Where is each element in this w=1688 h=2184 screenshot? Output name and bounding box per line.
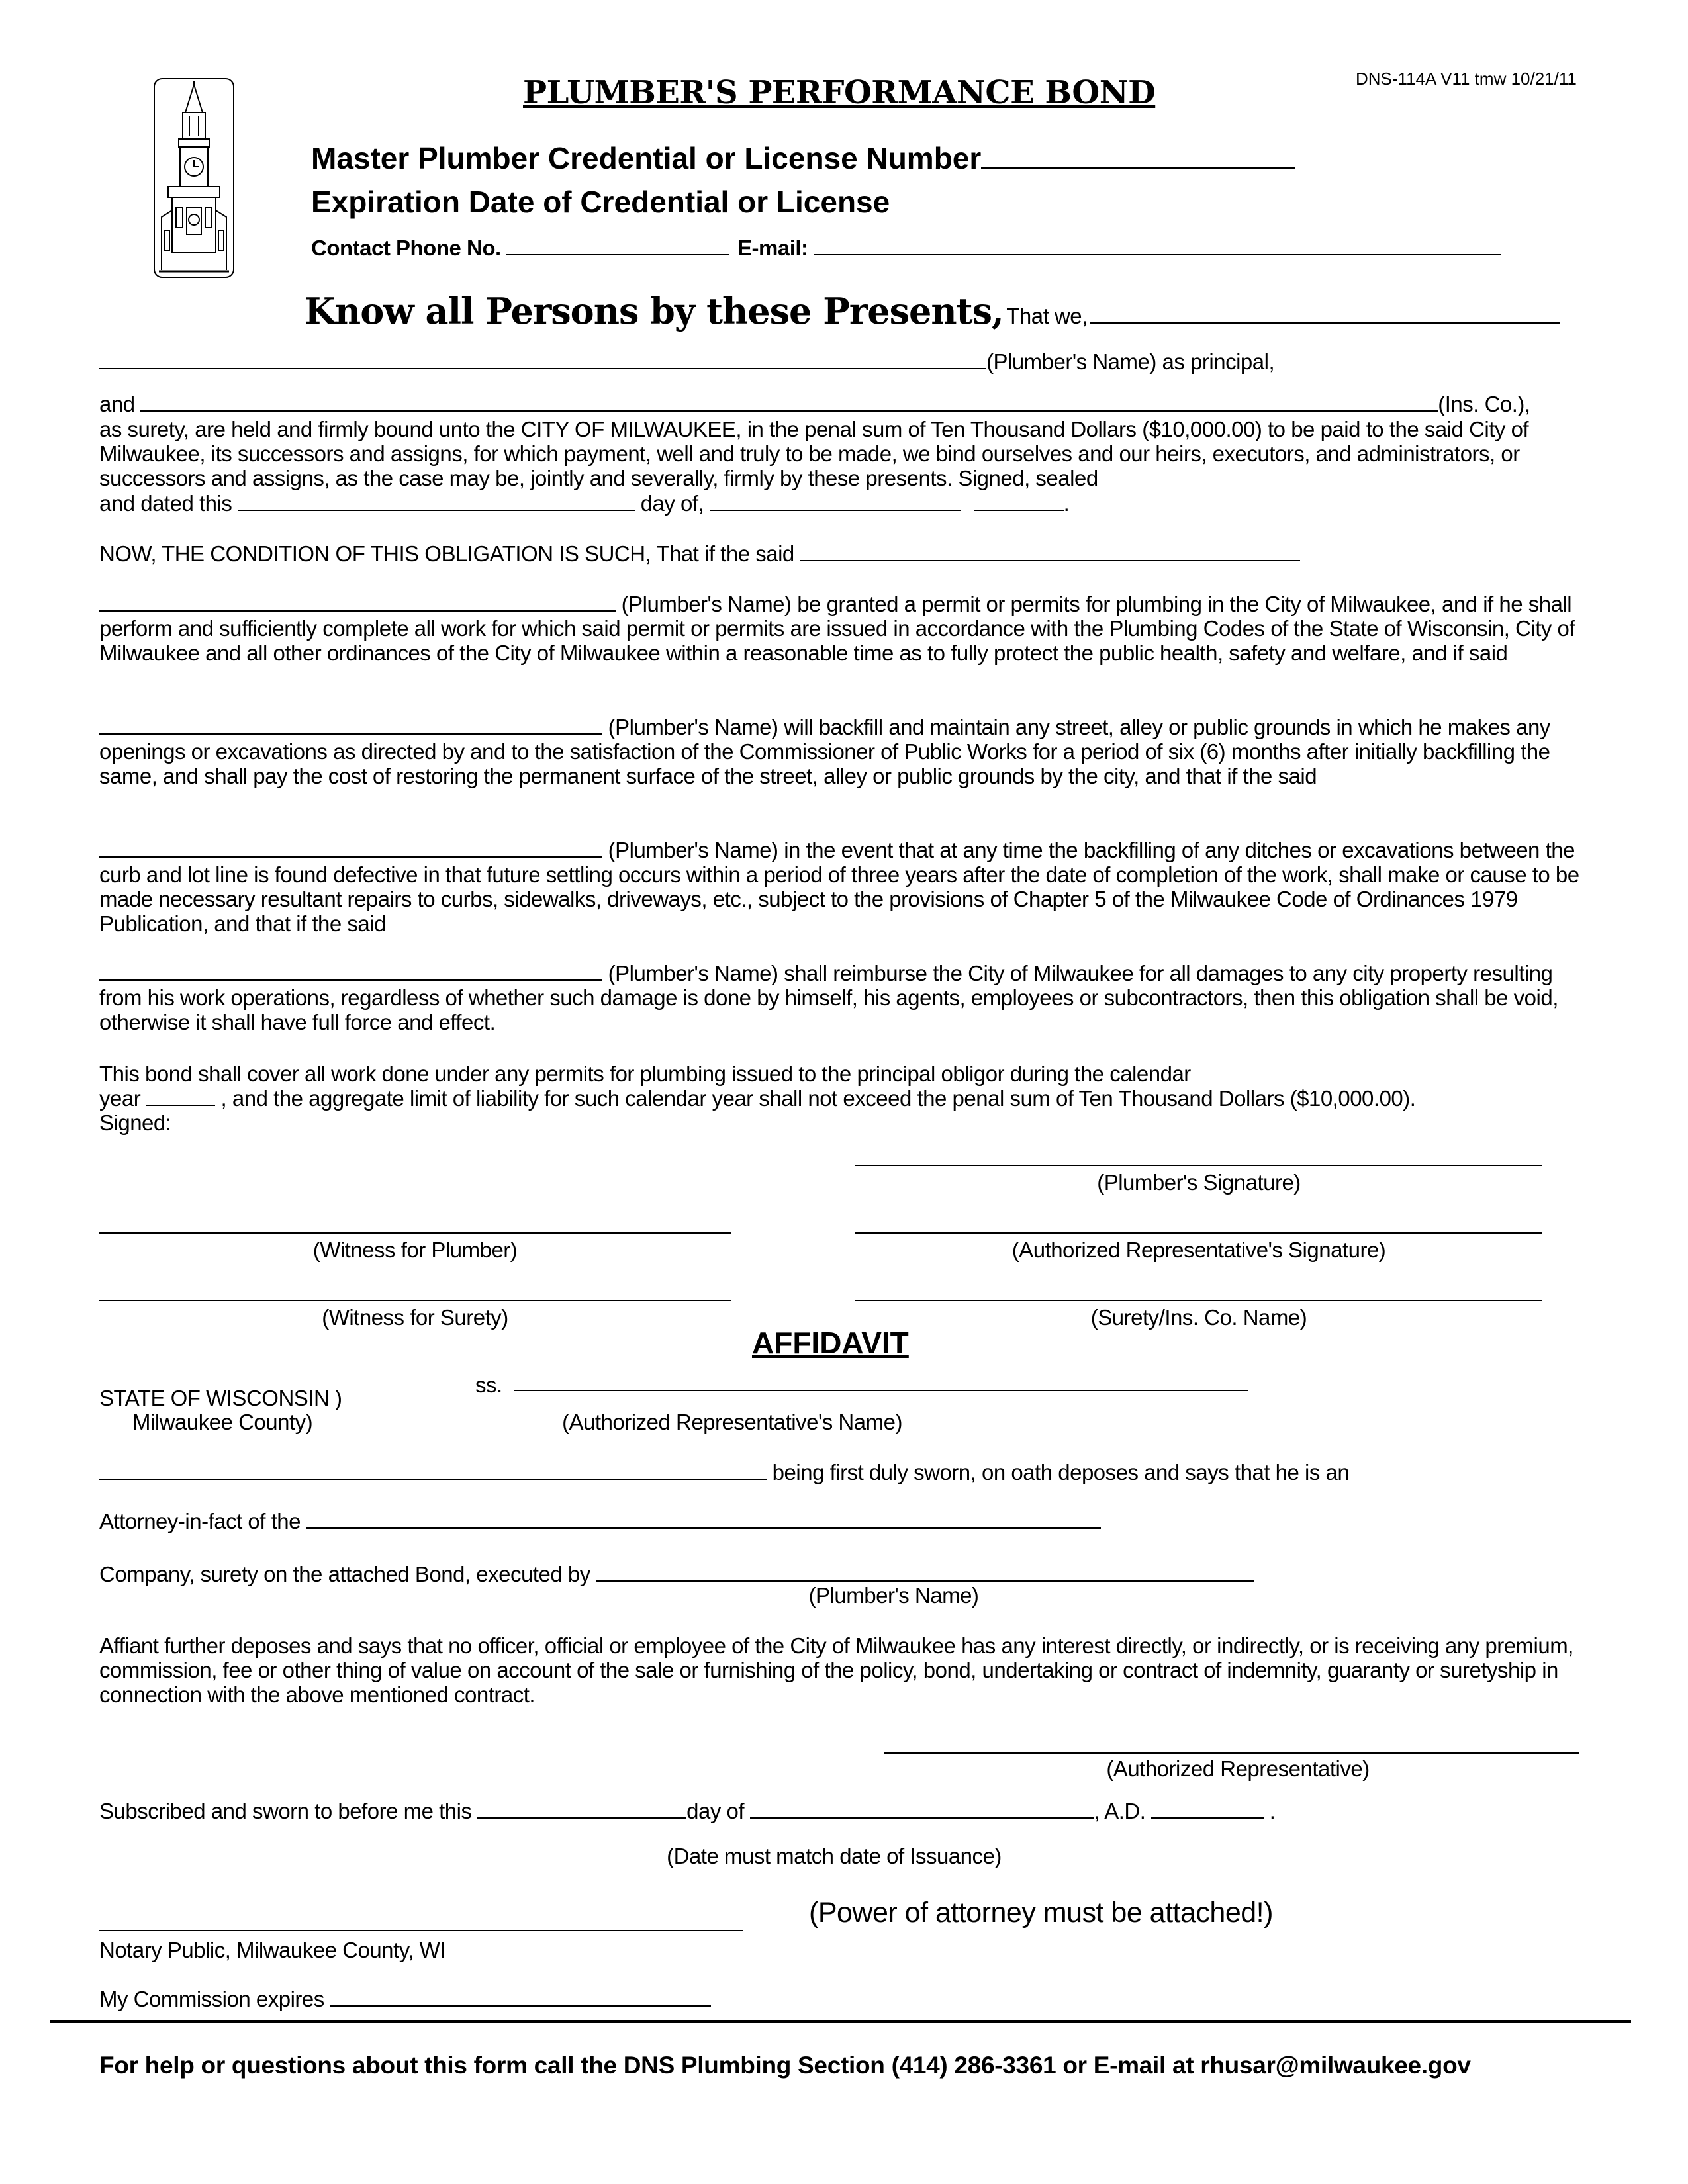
notary-line[interactable] [99, 1930, 743, 1931]
plumber-name-input-4[interactable] [99, 961, 602, 981]
principal-line: (Plumber's Name) as principal, [99, 349, 1274, 374]
subscribed-month-input[interactable] [750, 1799, 1094, 1819]
witness-plumber-line[interactable] [99, 1232, 731, 1234]
sworn-line: being first duly sworn, on oath deposes and says that he is an [99, 1460, 1349, 1484]
auth-rep-name-caption: (Authorized Representative's Name) [562, 1410, 902, 1434]
dated-year-input[interactable] [974, 491, 1064, 511]
executed-by-input[interactable] [596, 1562, 1254, 1582]
surety-paragraph: as surety, are held and firmly bound unto the CITY OF MILWAUKEE, in the penal sum of Ten Thousand Dollars ($10,000.00) to be paid to the said City of Milwaukee, its successors and assigns, for which payment, well and truly to be made, we bind ourselves and our heirs, executors, and administrators, or successors and assigns, as the case may be, jointly and severally, firmly by these presents. Signed, sealed [99, 417, 1529, 490]
attorney-line: Attorney-in-fact of the [99, 1509, 1101, 1533]
coverage-paragraph: This bond shall cover all work done under any permits for plumbing issued to the principal obligor during the calendar year , and the aggregate limit of liability for such calendar year shall not exceed the penal sum of Ten Thousand Dollars ($10,000.00). Signed: [99, 1062, 1416, 1135]
affidavit-title: AFFIDAVIT [752, 1326, 909, 1360]
ins-co-input[interactable] [140, 392, 1438, 412]
condition-paragraph-1: (Plumber's Name) be granted a permit or permits for plumbing in the City of Milwaukee, and if he shall perform and sufficiently complete all work for which said permit or permits are issued in accordance with the Plumbing Codes of the State of Wisconsin, City of Milwaukee and all other ordinances of the City of Milwaukee within a reasonable time as to fully protect the public health, safety and welfare, and if said [99, 592, 1575, 665]
footer-divider [50, 2020, 1631, 2023]
power-of-attorney-note: (Power of attorney must be attached!) [809, 1897, 1273, 1929]
plumbers-name-caption: (Plumber's Name) [808, 1583, 979, 1608]
auth-rep-signature-line[interactable] [855, 1232, 1542, 1234]
witness-plumber-caption: (Witness for Plumber) [312, 1238, 518, 1262]
surety-name-caption: (Surety/Ins. Co. Name) [1090, 1305, 1307, 1330]
email-input[interactable] [814, 236, 1501, 255]
commission-line: My Commission expires [99, 1987, 711, 2011]
auth-rep-line[interactable] [884, 1752, 1579, 1754]
plumber-signature-caption: (Plumber's Signature) [1097, 1170, 1301, 1195]
contact-row [311, 236, 1501, 261]
witness-surety-line[interactable] [99, 1300, 731, 1301]
plumber-name-input-3[interactable] [99, 838, 602, 858]
condition-paragraph-4: (Plumber's Name) shall reimburse the City of Milwaukee for all damages to any city property resulting from his work operations, regardless of whether such damage is done by himself, his agents, employees or subcontractors, then this obligation shall be void, otherwise it shall have full force and effect. [99, 961, 1558, 1034]
witness-surety-caption: (Witness for Surety) [322, 1305, 508, 1330]
know-all-heading: Know all Persons by these Presents, [305, 290, 1004, 332]
commission-expires-input[interactable] [330, 1987, 711, 2007]
expiration-label: Expiration Date of Credential or License [311, 185, 890, 219]
attorney-company-input[interactable] [306, 1509, 1101, 1529]
page-title: PLUMBER'S PERFORMANCE BOND [523, 74, 1156, 111]
company-line: Company, surety on the attached Bond, executed by [99, 1562, 1254, 1586]
surety-name-line[interactable] [855, 1300, 1542, 1301]
auth-rep-caption: (Authorized Representative) [1106, 1756, 1370, 1781]
phone-label: Contact Phone No. [311, 236, 501, 260]
state-label: STATE OF WISCONSIN ) [99, 1386, 342, 1410]
subscribed-line: Subscribed and sworn to before me this day of , A.D. . [99, 1799, 1276, 1823]
form-code: DNS-114A V11 tmw 10/21/11 [1356, 69, 1577, 89]
principal-name-input[interactable] [99, 349, 986, 369]
ss-label: ss. [475, 1373, 502, 1397]
know-all-line [305, 290, 1560, 332]
condition-paragraph-2: (Plumber's Name) will backfill and maintain any street, alley or public grounds in which he makes any openings or excavations as directed by and to the satisfaction of the Commissioner of Public Works for a period of six (6) months after initially backfilling the same, and shall pay the cost of restoring the permanent surface of the street, alley or public grounds by the city, and that if the said [99, 715, 1550, 788]
license-number-field[interactable] [311, 140, 1295, 176]
further-paragraph: Affiant further deposes and says that no officer, official or employee of the City of Milwaukee has any interest directly, or indirectly, or is receiving any premium, commission, fee or other thing of value on account of the sale or furnishing of the policy, bond, undertaking or contract of indemnity, guaranty or suretyship in connection with the above mentioned contract. [99, 1633, 1573, 1707]
footer-help-text: For help or questions about this form call the DNS Plumbing Section (414) 286-3361 or E-mail at rhusar@milwaukee.gov [99, 2052, 1471, 2079]
subscribed-day-input[interactable] [477, 1799, 686, 1819]
affiant-name-input[interactable] [99, 1460, 767, 1480]
email-label: E-mail: [737, 236, 808, 260]
notary-caption: Notary Public, Milwaukee County, WI [99, 1938, 445, 1962]
calendar-year-input[interactable] [146, 1086, 215, 1106]
license-label: Master Plumber Credential or License Number [311, 141, 982, 175]
that-we: That we, [1006, 304, 1088, 328]
subscribed-year-input[interactable] [1151, 1799, 1264, 1819]
auth-rep-name-line[interactable] [514, 1390, 1248, 1391]
dated-month-input[interactable] [710, 491, 961, 511]
dated-day-input[interactable] [238, 491, 635, 511]
dated-line: and dated this day of, . [99, 491, 1070, 516]
city-hall-tower-icon [154, 78, 234, 278]
phone-input[interactable] [506, 236, 729, 255]
condition-name-input[interactable] [800, 541, 1300, 561]
county-label: Milwaukee County) [132, 1410, 313, 1434]
condition-paragraph-3: (Plumber's Name) in the event that at any time the backfilling of any ditches or excavations between the curb and lot line is found defective in that future settling occurs within a period of three years after the date of completion of the work, shall make or cause to be made necessary resultant repairs to curbs, sidewalks, driveways, etc., subject to the provisions of Chapter 5 of the Milwaukee Code of Ordinances 1979 Publication, and that if the said [99, 838, 1579, 936]
auth-rep-signature-caption: (Authorized Representative's Signature) [1011, 1238, 1386, 1262]
city-hall-logo [154, 78, 234, 278]
condition-lead: NOW, THE CONDITION OF THIS OBLIGATION IS SUCH, That if the said [99, 541, 1300, 566]
that-we-input[interactable] [1090, 304, 1560, 324]
and-line: and (Ins. Co.), [99, 392, 1530, 416]
plumber-name-input-2[interactable] [99, 715, 602, 735]
plumber-signature-line[interactable] [855, 1165, 1542, 1166]
plumber-name-input-1[interactable] [99, 592, 616, 612]
license-input[interactable] [981, 146, 1295, 169]
date-match-note: (Date must match date of Issuance) [667, 1844, 1002, 1868]
